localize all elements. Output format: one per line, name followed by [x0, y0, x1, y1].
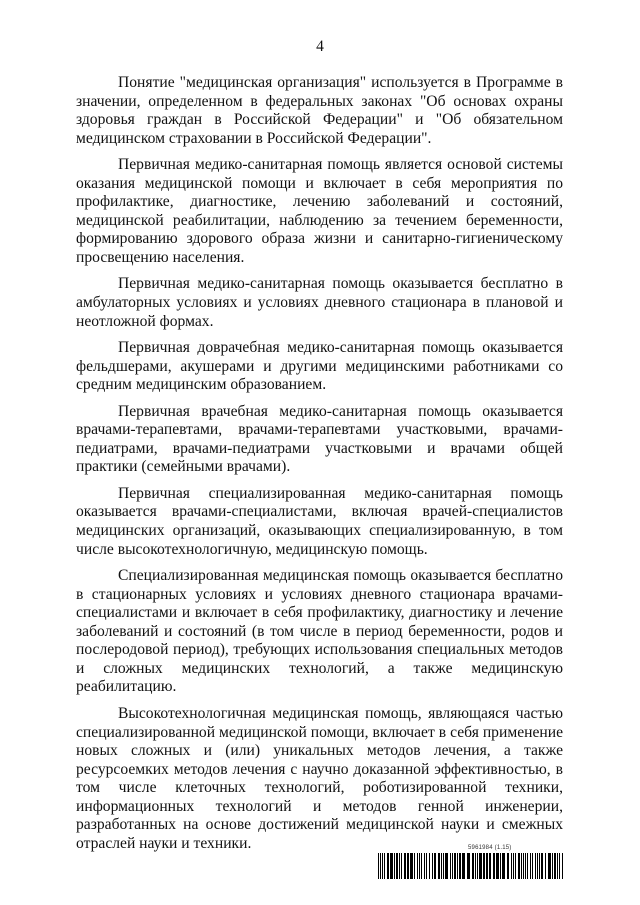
paragraph-7: Специализированная медицинская помощь оказывается бесплатно в стационарных условиях и условиях дневного стационара врачами-специалистами и включает в себя профилактику, диагностику и лечение заболеваний и состояний (в том числе в период беременности, родов и послеродовой период), требующих использования специальных методов и сложных медицинских технологий, а также медицинскую реабилитацию. — [76, 567, 563, 696]
paragraph-5: Первичная врачебная медико-санитарная помощь оказывается врачами-терапевтами, врачами-терапевтами участковыми, врачами-педиатрами, врачами-педиатрами участковыми и врачами общей практики (семейными врачами). — [76, 402, 563, 476]
paragraph-2: Первичная медико-санитарная помощь является основой системы оказания медицинской помощи и включает в себя мероприятия по профилактике, диагностике, лечению заболеваний и состояний, медицинской реабилитации, наблюдению за течением беременности, формированию здорового образа жизни и санитарно-гигиеническому просвещению населения. — [76, 156, 563, 266]
barcode-image — [378, 853, 564, 879]
page-number: 4 — [316, 38, 324, 55]
paragraph-6: Первичная специализированная медико-санитарная помощь оказывается врачами-специалистами, включая врачей-специалистов медицинских организаций, оказывающих специализированную, в том числе высокотехнологичную, медицинскую помощь. — [76, 484, 563, 558]
paragraph-1: Понятие "медицинская организация" используется в Программе в значении, определенном в федеральных законах "Об основах охраны здоровья граждан в Российской Федерации" и "Об обязательном медицинском страховании в Российской Федерации". — [76, 74, 563, 147]
paragraph-3: Первичная медико-санитарная помощь оказывается бесплатно в амбулаторных условиях и условиях дневного стационара в плановой и неотложной формах. — [76, 275, 563, 330]
paragraph-8: Высокотехнологичная медицинская помощь, являющаяся частью специализированной медицинской помощи, включает в себя применение новых сложных и (или) уникальных методов лечения, а также ресурсоемких методов лечения с научно доказанной эффективностью, в том числе клеточных технологий, роботизированной техники, информационных технологий и методов генной инженерии, разработанных на основе достижений медицинской науки и смежных отраслей науки и техники. — [76, 704, 563, 852]
paragraph-4: Первичная доврачебная медико-санитарная помощь оказывается фельдшерами, акушерами и другими медицинскими работниками со средним медицинским образованием. — [76, 339, 563, 394]
document-id-label: 5961984 (1.15) — [468, 845, 512, 851]
document-body — [76, 74, 563, 853]
